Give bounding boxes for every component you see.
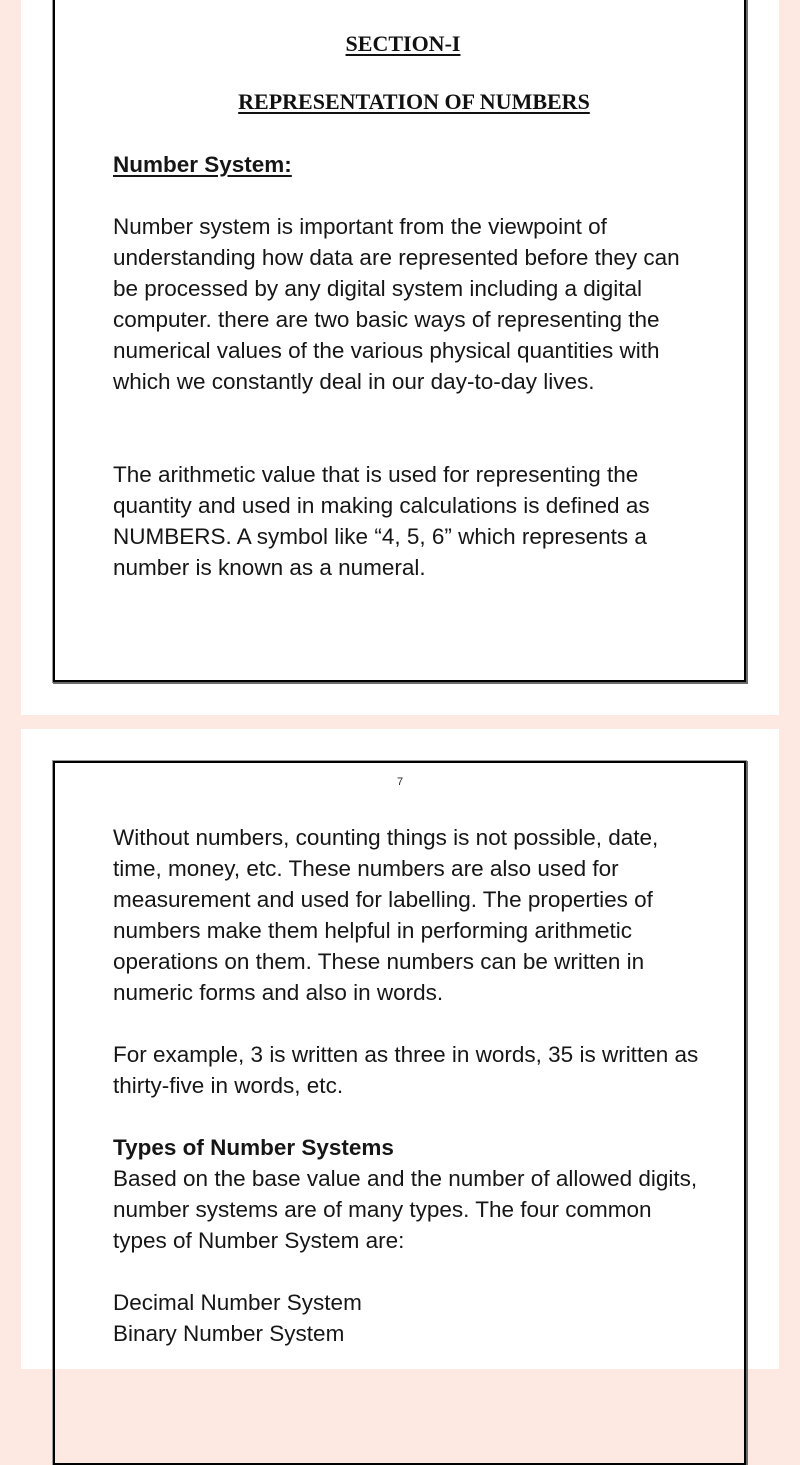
list-item: Decimal Number System (113, 1290, 362, 1315)
paragraph-number-system: Number system is important from the viewpoint of understanding how data are represented before they can be processed by any digital system including a digital computer. there are two basic ways of representing the numerical values of the various physical quantities with which we constantly deal in our day-to-day lives. (113, 214, 680, 394)
types-section (113, 1132, 703, 1256)
section-title: SECTION-I (345, 31, 461, 56)
document-page-1 (21, 0, 779, 715)
paragraph-without-numbers: Without numbers, counting things is not possible, date, time, money, etc. These numbers are also used for measurement and used for labelling. The properties of numbers make them helpful in performing arithmetic operations on them. These numbers can be written in numeric forms and also in words. (113, 825, 659, 1005)
document-page-2 (21, 729, 779, 1369)
types-heading: Types of Number Systems (113, 1135, 394, 1160)
list-item: Binary Number System (113, 1321, 345, 1346)
types-description: Based on the base value and the number of allowed digits, number systems are of many types. The four common types of Number System are: (113, 1166, 698, 1253)
paragraph-example: For example, 3 is written as three in words, 35 is written as thirty-five in words, etc. (113, 1042, 699, 1098)
paragraph-arithmetic-value: The arithmetic value that is used for representing the quantity and used in making calculations is defined as NUMBERS. A symbol like “4, 5, 6” which represents a number is known as a numeral. (113, 462, 650, 580)
page-number: 7 (396, 776, 404, 788)
number-system-heading: Number System: (113, 152, 292, 177)
section-subtitle: REPRESENTATION OF NUMBERS (238, 89, 590, 114)
